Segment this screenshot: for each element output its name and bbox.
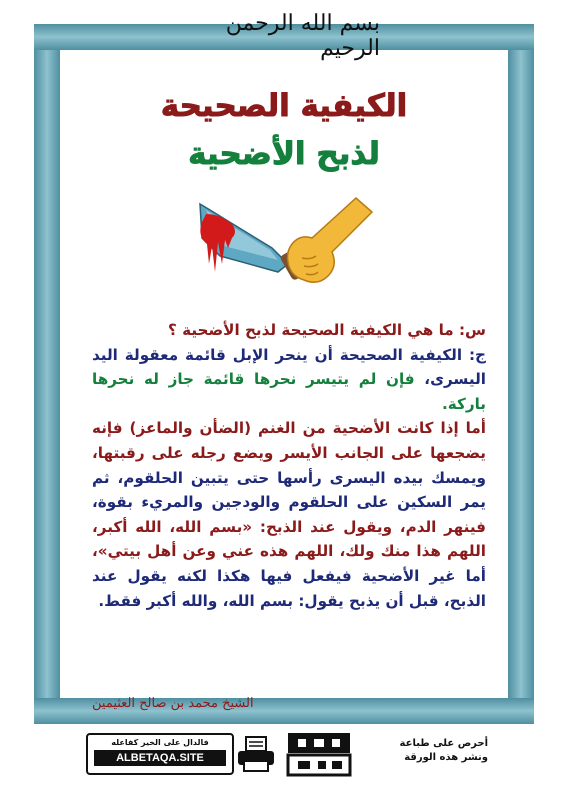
site-link[interactable]: ALBETAQA.SITE [94, 750, 226, 766]
answer-paragraph [92, 343, 486, 417]
answer-text-2: فإن لم يتيسر نحرها قائمة جاز له نحرها باركة. [92, 370, 486, 413]
hand [288, 198, 373, 282]
basmala-calligraphy: بسم الله الرحمن الرحيم [225, 11, 380, 61]
page-subtitle: لذبح الأضحية [188, 136, 380, 172]
frame-right-bar [508, 24, 534, 724]
page-title: الكيفية الصحيحة [160, 88, 408, 124]
question-line: س: ما هي الكيفية الصحيحة لذبح الأضحية ؟ [168, 321, 486, 339]
dawa-logo-mark [284, 729, 354, 779]
printer-icon [236, 735, 276, 775]
method-text-2: ويمسك بيده اليسرى رأسها حتى يتبين الحلقوم، ثم يمر السكين على الحلقوم والودجين والمريء بقوة، [92, 468, 486, 512]
knife-illustration [180, 186, 380, 310]
footer-slogan: فالدال على الخير كفاعله [111, 738, 209, 747]
blood-stain [200, 214, 235, 272]
frame-left-bar [34, 24, 60, 724]
footer-callout [368, 737, 488, 765]
footer [86, 733, 496, 781]
author-signature: الشيخ محمد بن صالح العثيمين [92, 696, 254, 711]
method-text-4: أما غير الأضحية فيفعل فيها هكذا لكنه يقول عند الذبح، قبل أن يذبح يقول: بسم الله، والله أكبر فقط. [92, 566, 486, 610]
footer-site-box [86, 733, 234, 775]
article-body [92, 318, 486, 613]
method-paragraph [92, 416, 486, 613]
method-text-1: أما إذا كانت الأضحية من الغنم (الضأن والماعز) فإنه يضجعها على الجانب الأيسر ويضع رجله على رقبتها، [92, 419, 486, 462]
method-text-3: فينهر الدم، ويقول عند الذبح: «بسم الله، الله أكبر، اللهم هذا منك ولك، اللهم هذه عني وعن أهل بيتي»، [92, 517, 486, 561]
dawa-logo [284, 729, 354, 779]
footer-callout-line1: أحرص على طباعة [399, 738, 488, 749]
footer-callout-line2: ونشر هذه الورقة [404, 752, 488, 763]
answer-text-1: ج: الكيفية الصحيحة أن ينحر الإبل قائمة معقولة اليد اليسرى، [92, 345, 486, 389]
